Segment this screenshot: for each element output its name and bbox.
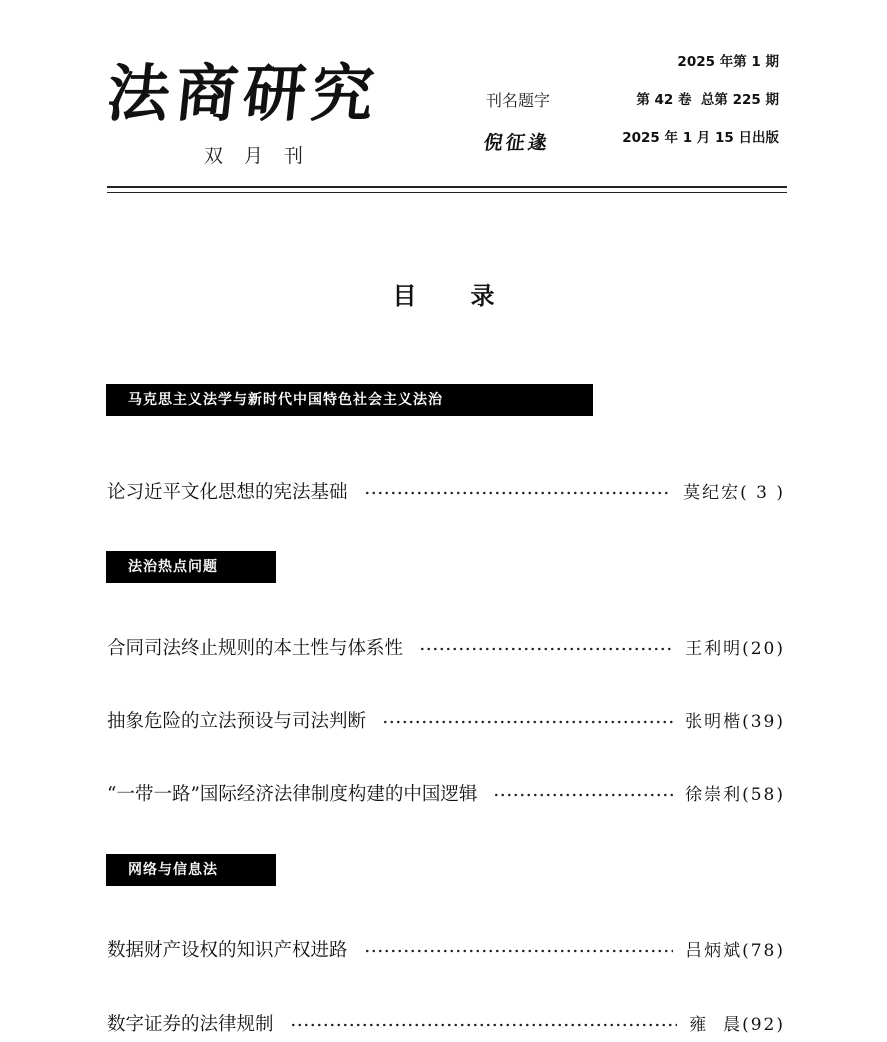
issue-line-3: 2025 年 1 月 15 日出版 [622, 130, 779, 146]
entry-author: 雍 晨 [689, 1015, 743, 1035]
entry-page: (20) [742, 639, 785, 659]
dot-leader [493, 792, 673, 798]
entry-author-page [685, 780, 785, 805]
issue-line-1: 2025 年第 1 期 [677, 54, 779, 70]
entry-author-page [689, 1010, 785, 1035]
section-bar-cyber-law: 网络与信息法 [106, 854, 276, 886]
entry-title: 数字证券的法律规制 [107, 1014, 274, 1035]
entry-page: (58) [742, 785, 785, 805]
entry-author: 莫纪宏 [683, 483, 741, 503]
entry-page: (39) [742, 712, 785, 732]
toc-title: 目录 [392, 282, 549, 310]
dot-leader [382, 719, 673, 725]
entry-author: 吕炳斌 [685, 941, 743, 961]
entry-author-page [685, 634, 785, 659]
dot-leader [364, 948, 674, 954]
toc-entry[interactable] [107, 634, 785, 660]
dot-leader [364, 490, 672, 496]
calligraphy-name: 倪征𨔵 [482, 132, 552, 154]
dot-leader [419, 646, 673, 652]
entry-author: 王利明 [685, 639, 743, 659]
calligraphy-label: 刊名题字 [486, 91, 551, 110]
entry-author-page [685, 707, 785, 732]
header-rule-thin [107, 192, 787, 193]
entry-page: (78) [742, 941, 785, 961]
entry-title: 数据财产设权的知识产权进路 [107, 940, 348, 961]
entry-title: 合同司法终止规则的本土性与体系性 [107, 638, 404, 659]
dot-leader [290, 1022, 678, 1028]
issue-line-2: 第 42 卷 总第 225 期 [636, 92, 779, 108]
masthead-subtitle: 双月刊 [204, 145, 325, 167]
entry-author-page [683, 478, 785, 503]
entry-author: 徐崇利 [685, 785, 743, 805]
issue-info [622, 52, 779, 166]
toc-entry[interactable] [107, 936, 785, 962]
section-bar-marxist-law: 马克思主义法学与新时代中国特色社会主义法治 [106, 384, 593, 416]
entry-title: “一带一路”国际经济法律制度构建的中国逻辑 [107, 784, 478, 805]
entry-title: 论习近平文化思想的宪法基础 [107, 482, 348, 503]
section-bar-hot-issues: 法治热点问题 [106, 551, 276, 583]
toc-entry[interactable] [107, 780, 785, 806]
toc-entry[interactable] [107, 1010, 785, 1036]
entry-page: (92) [742, 1015, 785, 1035]
entry-author-page [685, 936, 785, 961]
toc-entry[interactable] [107, 707, 785, 733]
entry-title: 抽象危险的立法预设与司法判断 [107, 711, 367, 732]
masthead-title: 法商研究 [103, 57, 384, 130]
entry-page: ( 3 ) [740, 483, 785, 503]
header-rule-thick [107, 186, 787, 188]
entry-author: 张明楷 [685, 712, 743, 732]
toc-entry[interactable] [107, 478, 785, 504]
